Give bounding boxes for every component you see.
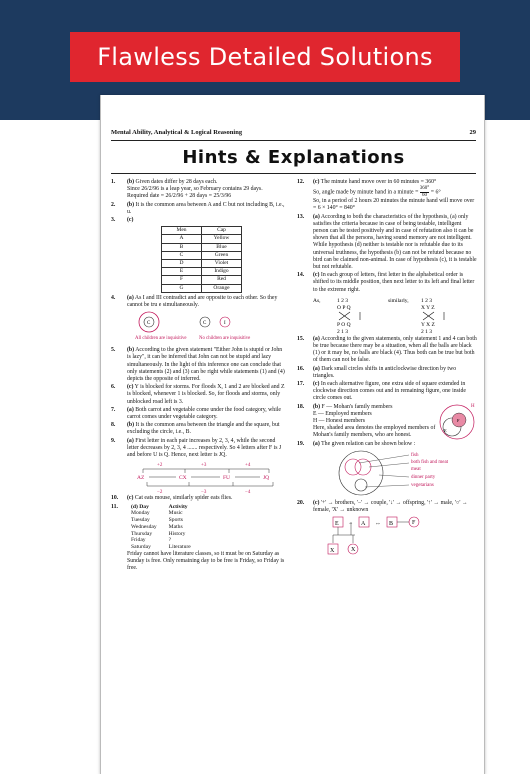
answer-5: 5. (b) According to the given statement "Either John is stupid or John is lazy", it can be inferred that John can not be stupid and lazy simultaneously. In the light of this inference one can conclude that only statements (2) and (3) can be right while statements (1) and (4) depicts the opposite of inferred. bbox=[111, 347, 285, 383]
svg-text:similarly,: similarly, bbox=[388, 297, 409, 304]
svg-text:+4: +4 bbox=[245, 463, 251, 469]
answer-10: 10. (c) Cat eats mouse, similarly spider eats flies. bbox=[111, 495, 233, 502]
page-number: 29 bbox=[469, 129, 476, 136]
answer-18: 18. (b) F — Mohan's family members E — Employed members H — Honest members Here, shaded area denotes the employed members of Mohan's family members, who are honest. H F E bbox=[297, 404, 477, 440]
answer-3: 3. (c) Men Cap A Yellow B Blue C Green D Violet E Indigo F Red G Orange bbox=[111, 217, 286, 293]
running-head-title: Mental Ability, Analytical & Logical Reasoning bbox=[111, 129, 243, 136]
answer-9: 9. (a) First letter in each pair increases by 2, 3, 4, while the second letter decreases by 2, 3, 4 ....... respectively. So 4 letters after F is J and before U is Q. Hence, next letter is JQ. +2 +3 +4 AZ CX FU JQ −2 −3 −4 bbox=[111, 437, 282, 495]
venn-diagram-family bbox=[435, 400, 477, 444]
answer-15: 15. (a) According to the given statements, only statement 1 and 4 can both be true because there may be a situation, when all the balls are black (1) or it may be, no balls are black (4). Thus both can be true but both of them can not be false. bbox=[297, 335, 477, 364]
svg-text:C: C bbox=[203, 321, 207, 327]
divider bbox=[111, 173, 476, 174]
venn-diagram-dinner bbox=[313, 449, 483, 499]
svg-text:+3: +3 bbox=[201, 463, 207, 469]
svg-text:As,: As, bbox=[313, 297, 321, 304]
answer-7: 7. (a) Both carrot and vegetable come under the food category, while carrot comes under vegetable category. bbox=[111, 406, 281, 421]
svg-text:B: B bbox=[389, 521, 394, 528]
svg-text:−: − bbox=[349, 521, 353, 528]
answer-11: 11. (d) Day Activity Monday Music Tuesday Sports Wednesday Maths Thursday History Friday ? Saturday Literature Friday cannot have literature classes, so it must be on Saturday as Sunday is free. Only remaining day to be free is Friday, so Friday is free. bbox=[111, 503, 285, 572]
divider bbox=[111, 140, 476, 141]
svg-text:H: H bbox=[471, 403, 475, 409]
svg-text:1 2 3: 1 2 3 bbox=[421, 297, 432, 304]
right-column bbox=[297, 179, 477, 562]
answer-1: 1. (b) Given dates differ by 28 days each. Since 26/2/96 is a leap year, so February contains 29 days. Required date = 26/2/96 + 28 days = 25/3/96 bbox=[111, 179, 263, 200]
svg-text:No children are inquisitive: No children are inquisitive bbox=[199, 336, 251, 342]
svg-text:2 1 3: 2 1 3 bbox=[337, 328, 348, 335]
svg-text:F: F bbox=[412, 520, 416, 527]
letter-shift-diagram bbox=[313, 295, 483, 335]
venn-diagram-children bbox=[127, 310, 277, 346]
left-column bbox=[111, 179, 286, 574]
answer-17: 17. (c) In each alternative figure, one extra side of square extended in clockwise direction comes out and in remaining figure, one inside circle comes out. bbox=[297, 381, 466, 402]
svg-text:I: I bbox=[224, 321, 226, 327]
svg-text:CX: CX bbox=[179, 475, 187, 482]
letter-sequence-diagram bbox=[127, 460, 282, 494]
svg-text:AZ: AZ bbox=[137, 475, 145, 482]
fraction: $\frac{360^\circ}{60}$ bbox=[419, 186, 430, 198]
day-activity-table: (d) Day Activity Monday Music Tuesday Sports Wednesday Maths Thursday History Friday ? Saturday Literature bbox=[131, 503, 191, 551]
svg-text:Y X Z: Y X Z bbox=[421, 321, 435, 328]
svg-text:E: E bbox=[444, 427, 447, 433]
section-title: Hints & Explanations bbox=[182, 147, 405, 168]
svg-text:−2: −2 bbox=[157, 490, 163, 495]
answer-20: 20. (c) '+' → brothers, '−' → couple, '↓' → offspring, '↑' → male, '○' → female, 'X' → unknown E − A ⇔ B F X X bbox=[297, 500, 477, 561]
svg-text:X: X bbox=[351, 547, 356, 554]
svg-text:dinner party: dinner party bbox=[411, 474, 436, 480]
document-page bbox=[100, 95, 485, 774]
svg-text:+2: +2 bbox=[157, 463, 163, 469]
svg-text:fish: fish bbox=[411, 452, 419, 458]
svg-text:⇔: ⇔ bbox=[375, 521, 381, 528]
svg-text:FU: FU bbox=[223, 475, 231, 482]
running-head bbox=[111, 129, 476, 136]
answer-13: 13. (a) According to both the characteristics of the hypothesis, (a) only satisfies the criteria because in case of being testable, intelligent person can be tested positively and in case of refutation also it can be shown that all the persons, having sound memory are not intelligent. While hypothesis (d) neither is testable nor is refutable due to its universal truthness, the hypothesis (b) can not be refuted because no bird can be claimed non-animal. In case of hypothesis (c), it is testable but not refutable. bbox=[297, 213, 477, 271]
men-cap-table: Men Cap A Yellow B Blue C Green D Violet E Indigo F Red G Orange bbox=[161, 226, 242, 293]
answer-4: 4. (a) As I and III contradict and are opposite to each other. So they cannot be tru e simultaneously. C C I All children are inquisitive No children are inquisitive bbox=[111, 295, 286, 346]
svg-text:2 1 3: 2 1 3 bbox=[421, 328, 432, 335]
svg-text:F: F bbox=[457, 417, 460, 423]
answer-16: 16. (a) Dark small circles shifts in anticlockwise direction by two triangles. bbox=[297, 365, 457, 379]
answer-8: 8. (b) It is the common area between the triangle and the square, but excluding the circle, i.e., B. bbox=[111, 422, 280, 436]
svg-text:both fish and meat: both fish and meat bbox=[411, 459, 449, 465]
svg-text:E: E bbox=[335, 521, 339, 528]
svg-text:P O Q: P O Q bbox=[337, 321, 351, 328]
svg-text:JQ: JQ bbox=[263, 475, 270, 482]
svg-text:−4: −4 bbox=[245, 490, 251, 495]
answer-6: 6. (c) Y is blocked for storms. For floods X, 1 and 2 are blocked and Z is blocked, whenever 1 is blocked. So, for floods and storms, only unblocked road left is 3. bbox=[111, 384, 285, 405]
svg-text:X: X bbox=[330, 548, 335, 555]
svg-text:A: A bbox=[361, 521, 366, 528]
answer-2: 2. (b) It is the common area between A and C but not including B, i.e., u. bbox=[111, 201, 285, 215]
svg-text:−3: −3 bbox=[201, 490, 207, 495]
svg-text:C: C bbox=[147, 321, 151, 327]
svg-text:All children are inquisitive: All children are inquisitive bbox=[135, 336, 187, 342]
answer-12: 12. (c) The minute hand move over in 60 minutes = 360° So, angle made by minute hand in a minute = $\frac{360^\circ}{60}$ = 6° So, in a period of 2 hours 20 minutes the minute hand will move over = 6 × 140° = 840° bbox=[297, 179, 475, 212]
svg-text:X Y Z: X Y Z bbox=[421, 304, 435, 311]
answer-19: 19. (a) The given relation can be shown below : fish both fish and meat meat dinner party vegetarians bbox=[297, 441, 477, 499]
svg-text:1 2 3: 1 2 3 bbox=[337, 297, 348, 304]
svg-text:vegetarians: vegetarians bbox=[411, 482, 434, 488]
svg-text:meat: meat bbox=[411, 466, 421, 472]
answer-14: 14. (c) In each group of letters, first letter in the alphabetical order is shifted to its middle position, then next letter to its left and final letter to the extreme right. As, 1 2 3 O P Q P O Q 2 1 3 similarly, 1 2 3 X Y Z Y X Z 2 1 3 bbox=[297, 272, 477, 335]
family-tree-diagram bbox=[313, 515, 483, 561]
svg-text:O P Q: O P Q bbox=[337, 304, 351, 311]
banner-title: Flawless Detailed Solutions bbox=[70, 32, 460, 82]
